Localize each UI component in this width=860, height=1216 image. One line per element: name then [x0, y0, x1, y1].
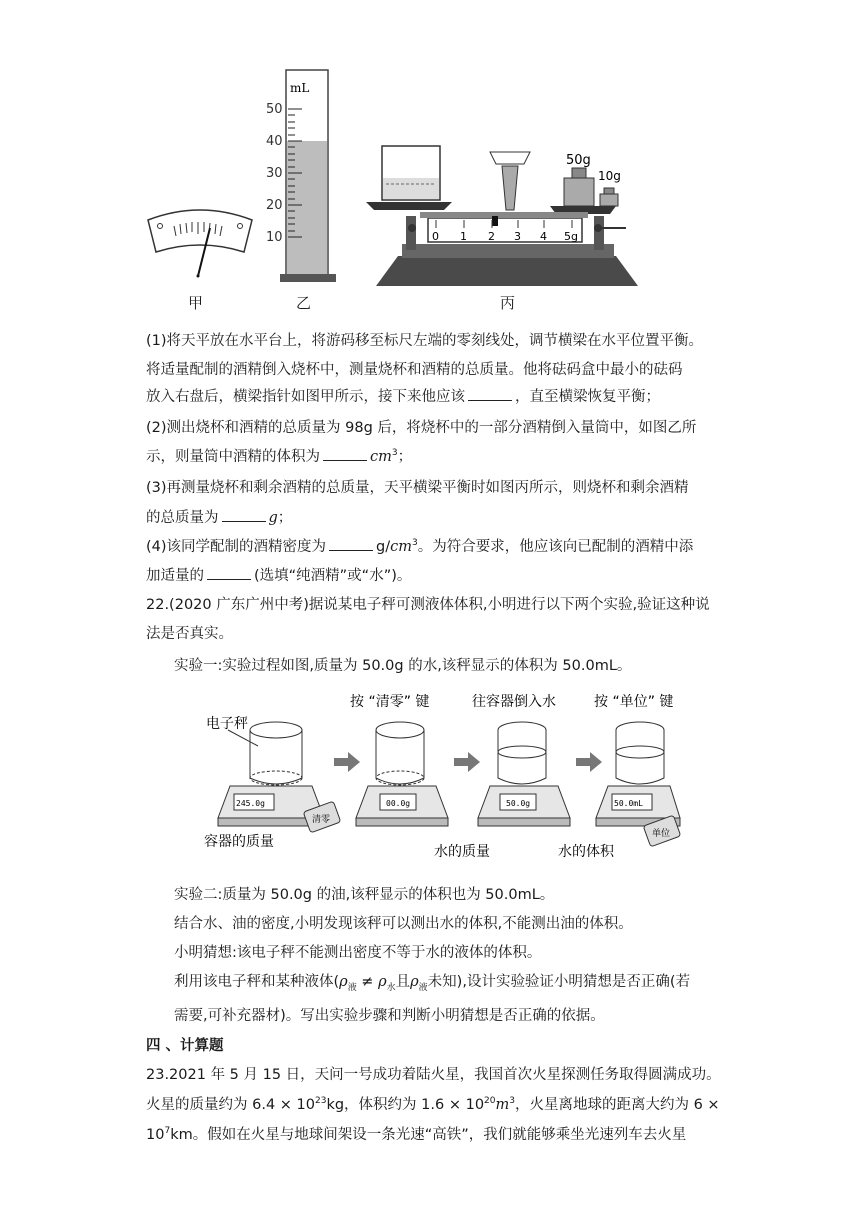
- rider-tick-4: 4: [540, 230, 547, 243]
- q22-l5: [174, 970, 690, 993]
- button-zero-label: 清零: [312, 815, 331, 825]
- caption-container-mass: 容器的质量: [204, 834, 274, 850]
- rider-tick-1: 1: [460, 230, 467, 243]
- q22-l2: 法是否真实。: [146, 626, 233, 642]
- q22-l3: 结合水、油的密度,小明发现该秤可以测出水的体积,不能测出油的体积。: [174, 916, 633, 932]
- q21-p3b-pre: 的总质量为: [146, 510, 219, 526]
- scale-label: 电子秤: [206, 716, 248, 732]
- rho-symbol: ρ: [378, 974, 387, 990]
- exp-7: 7: [164, 1126, 171, 1137]
- q23-unit-m: m: [495, 1097, 510, 1113]
- scale-display-1: 245.0g: [236, 799, 265, 808]
- weight-10g: 10g: [598, 169, 621, 183]
- scale-display-2: 00.0g: [386, 799, 411, 808]
- q23-l1: 23.2021 年 5 月 15 日，天问一号成功着陆火星，我国首次火星探测任务取得圆满成功。: [146, 1067, 721, 1083]
- q21-p4a-unit2: cm: [390, 539, 413, 555]
- rho-symbol: ρ: [339, 974, 348, 990]
- answer-blank: [468, 388, 512, 401]
- q21-p2b: 示，则量筒中酒精的体积为 $cm^3$；: [146, 448, 413, 465]
- q22-l5-pre: 利用该电子秤和某种液体(: [174, 974, 340, 990]
- answer-blank: [329, 538, 373, 551]
- exp-23: 23: [315, 1096, 327, 1107]
- q22-l1: 22.(2020 广东广州中考)据说某电子秤可测液体体积,小明进行以下两个实验,验证这种说: [146, 597, 710, 613]
- label-jia: 甲: [188, 294, 204, 312]
- cylinder-unit: mL: [290, 81, 310, 95]
- answer-blank: [323, 448, 367, 461]
- cylinder-tick-10: 10: [266, 230, 283, 245]
- q21-p4a-pre: (4)该同学配制的酒精密度为: [146, 539, 327, 555]
- q21-p4b: [146, 564, 411, 585]
- caption-water-mass: 水的质量: [434, 844, 490, 860]
- rider-tick-5g: 5g: [564, 230, 578, 243]
- cylinder-tick-40: 40: [266, 134, 283, 149]
- q21-p4a-unit: g/: [376, 539, 391, 555]
- section-title: 四 、计算题: [146, 1038, 224, 1054]
- balance-bing: [366, 146, 638, 286]
- q21-p3a: (3)再测量烧杯和剩余酒精的总质量，天平横梁平衡时如图丙所示，则烧杯和剩余酒精: [146, 480, 689, 496]
- figure-electronic-scale: [200, 690, 686, 866]
- q21-p4b-pre: 加适量的: [146, 568, 204, 584]
- scale-unit-2: [303, 722, 448, 833]
- cylinder-tick-50: 50: [266, 102, 283, 117]
- step3-label: 往容器倒入水: [472, 694, 556, 710]
- scale-unit-4: [596, 722, 681, 847]
- figure-balance-cylinder: [140, 60, 660, 322]
- cylinder-tick-30: 30: [266, 166, 283, 181]
- not-equal: ≠: [356, 974, 379, 990]
- scale-unit-3: [478, 722, 570, 826]
- q21-p2a: (2)测出烧杯和酒精的总质量为 98g 后，将烧杯中的一部分酒精倒入量筒中，如图乙所: [146, 420, 697, 436]
- dial-jia: [148, 210, 252, 278]
- answer-blank: [207, 567, 251, 580]
- q21-p3b: [146, 506, 292, 527]
- rider-tick-2: 2: [488, 230, 495, 243]
- q23-l2-a: 火星的质量约为 6.4 × 10: [146, 1097, 315, 1113]
- rider-tick-3: 3: [514, 230, 521, 243]
- q21-p2b-unit: cm: [370, 449, 392, 465]
- q22-exp1: 实验一:实验过程如图,质量为 50.0g 的水,该秤显示的体积为 50.0mL。: [174, 658, 632, 674]
- answer-blank: [222, 509, 266, 522]
- q21-p3b-unit: g: [268, 510, 278, 526]
- q23-l2-c: ，火星离地球的距离大约为 6 ×: [514, 1097, 720, 1113]
- caption-water-volume: 水的体积: [558, 844, 614, 860]
- step2-label: 按 “清零” 键: [350, 694, 430, 710]
- q21-p4b-post: (选填“纯酒精”或“水”)。: [254, 568, 412, 584]
- q21-p1c: [146, 385, 660, 406]
- rider-tick-0: 0: [432, 230, 439, 243]
- label-bing: 丙: [500, 294, 516, 312]
- q23-l3-a: 10: [146, 1127, 165, 1143]
- q22-l5-post: 未知),设计实验验证小明猜想是否正确(若: [427, 974, 691, 990]
- q21-p1b: 将适量配制的酒精倒入烧杯中，测量烧杯和酒精的总质量。他将砝码盒中最小的砝码: [146, 362, 683, 378]
- q21-p2b-pre: 示，则量筒中酒精的体积为: [146, 449, 320, 465]
- q21-p1a: (1)将天平放在水平台上，将游码移至标尺左端的零刻线处，调节横梁在水平位置平衡。: [146, 333, 704, 349]
- q23-l3: [146, 1123, 686, 1144]
- q23-l2-b: kg，体积约为 1.6 × 10: [326, 1097, 485, 1113]
- q21-p3b-post: ；: [277, 510, 293, 526]
- step4-label: 按 “单位” 键: [594, 694, 674, 710]
- q22-l5-mid: 且: [395, 974, 411, 990]
- q22-l6: 需要,可补充器材)。写出实验步骤和判断小明猜想是否正确的依据。: [174, 1008, 605, 1024]
- rho-symbol: ρ: [410, 974, 419, 990]
- q23-l2: 火星的质量约为 $6.4 \times 10^{23}kg$，体积约为 $1.6 \times 10^{20}m^3$，火星离地球的距离大约为 6 ×: [146, 1096, 720, 1113]
- scale-display-3: 50.0g: [506, 799, 531, 808]
- q21-p2b-post: ；: [397, 449, 413, 465]
- cylinder-tick-20: 20: [266, 198, 283, 213]
- rho-sub-liquid: 液: [347, 982, 357, 993]
- button-unit-label: 单位: [652, 829, 671, 839]
- rho-sub-liquid: 液: [418, 982, 428, 993]
- weight-50g: 50g: [566, 153, 591, 168]
- cylinder-yi: [266, 70, 336, 282]
- q22-l4: 小明猜想:该电子秤不能测出密度不等于水的液体的体积。: [174, 945, 542, 961]
- label-yi: 乙: [296, 294, 312, 312]
- scale-display-4: 50.0mL: [614, 799, 643, 808]
- exp-20: 20: [484, 1096, 496, 1107]
- rho-sub-water: 水: [386, 982, 396, 993]
- q21-p1c-pre: 放入右盘后，横梁指针如图甲所示，接下来他应该: [146, 389, 465, 405]
- q22-exp2: 实验二:质量为 50.0g 的油,该秤显示的体积也为 50.0mL。: [174, 887, 555, 903]
- q23-l3-b: km。假如在火星与地球间架设一条光速“高铁”，我们就能够乘坐光速列车去火星: [170, 1127, 687, 1143]
- q21-p4a-post: 。为符合要求，他应该向已配制的酒精中添: [417, 539, 694, 555]
- q21-p1c-post: ，直至横梁恢复平衡；: [515, 389, 660, 405]
- q21-p4a: (4)该同学配制的酒精密度为 $g/cm^3$。为符合要求，他应该向已配制的酒精中添: [146, 538, 694, 555]
